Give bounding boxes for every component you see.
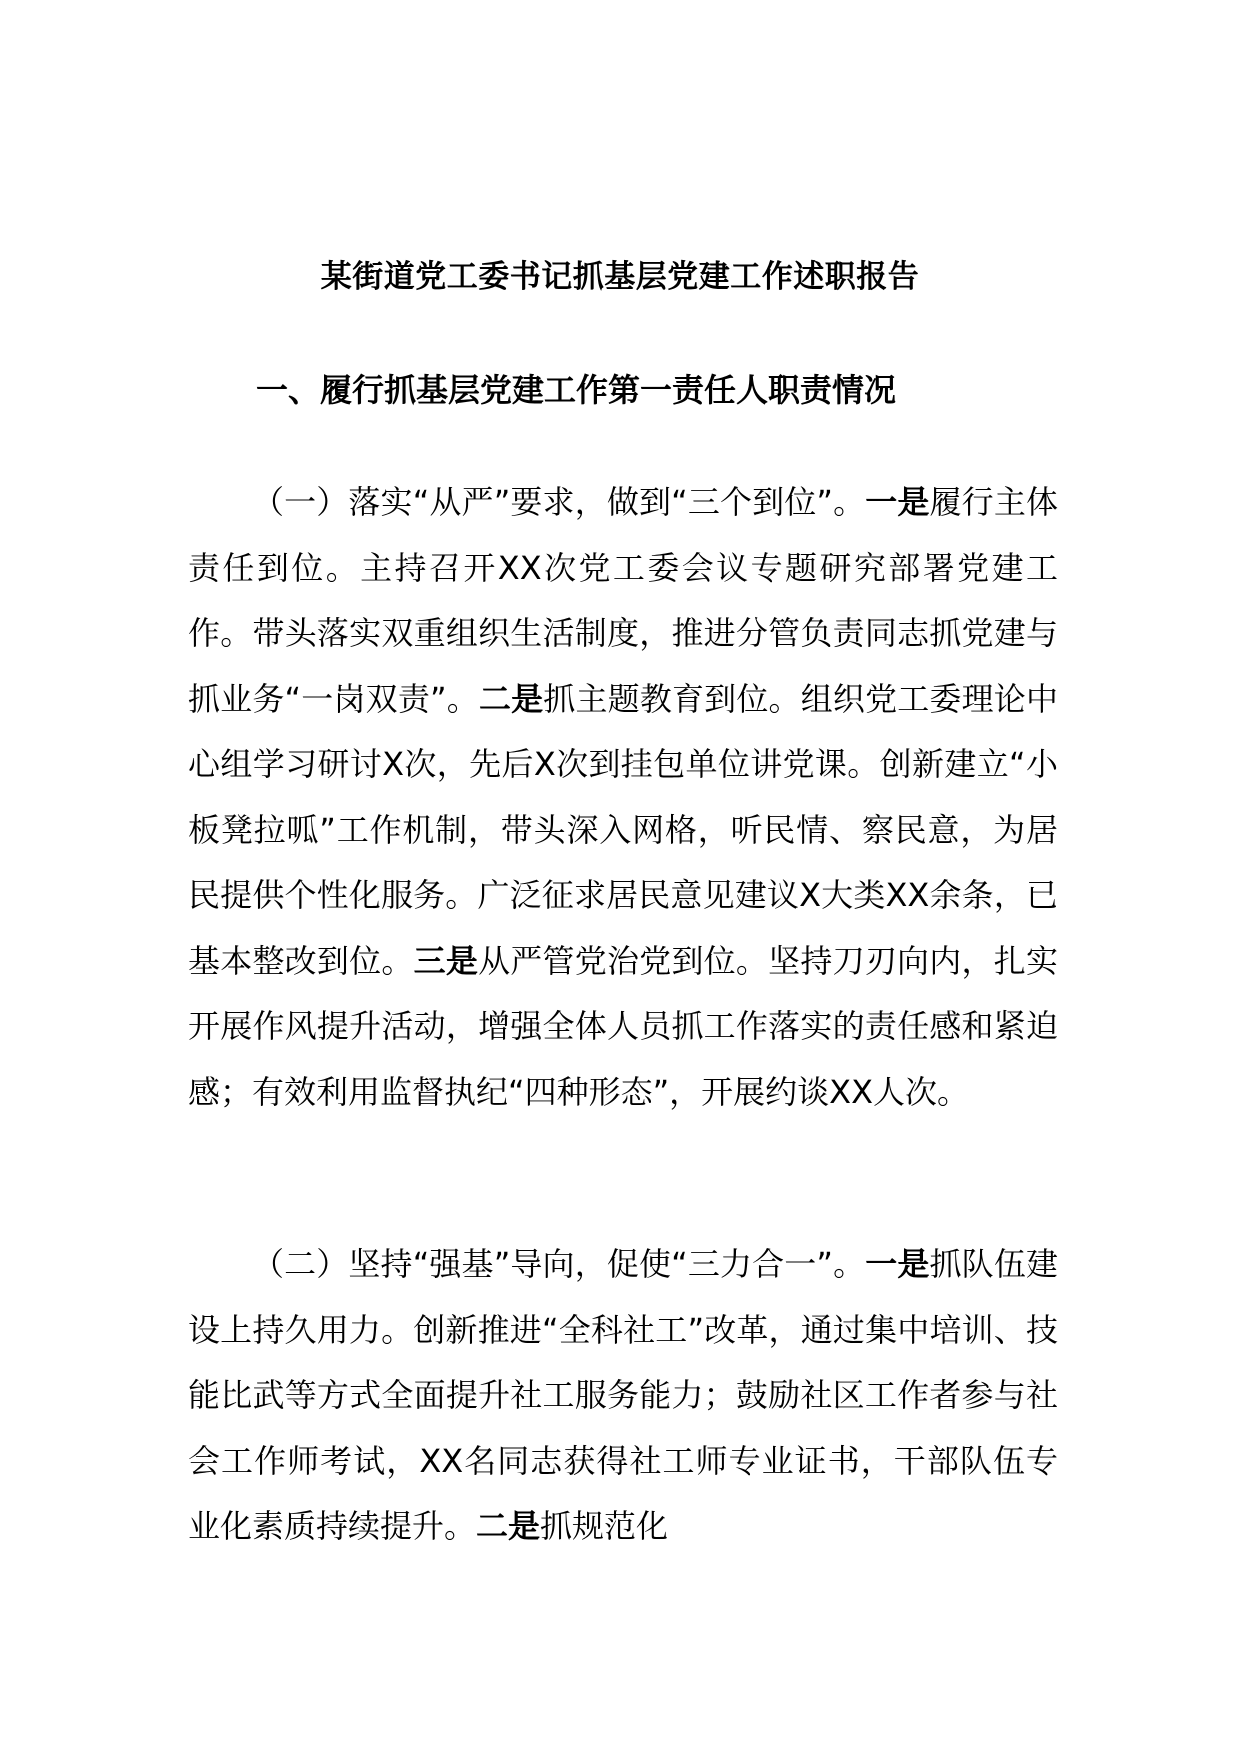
paragraph [188,470,1058,1125]
paragraph [188,1232,1058,1560]
paragraph-text: 抓队伍建设上持久用力。创新推进“全科社工”改革，通过集中培训、技能比武等方式全面提升社工服务能力；鼓励社区工作者参与社会工作师考试，XX名同志获得社工师专业证书，干部队伍专业化素质持续提升。 [188,1245,1058,1545]
bold-marker: 二是 [478,679,544,718]
paragraph-text: 从严管党治党到位。坚持刀刃向内，扎实开展作风提升活动，增强全体人员抓工作落实的责任感和紧迫感；有效利用监督执纪“四种形态”，开展约谈XX人次。 [188,941,1058,1111]
section-heading: 一、履行抓基层党建工作第一责任人职责情况 [256,371,897,409]
paragraph-text: 抓规范化 [540,1507,669,1545]
paragraph-lead: （二）坚持“强基”导向，促使“三力合一”。 [252,1245,866,1283]
paragraph-text: 履行主体责任到位。主持召开XX次党工委会议专题研究部署党建工作。带头落实双重组织生活制度，推进分管负责同志抓党建与抓业务“一岗双责”。 [188,483,1058,718]
document-title: 某街道党工委书记抓基层党建工作述职报告 [320,259,920,295]
paragraph-text: 抓主题教育到位。组织党工委理论中心组学习研讨X次，先后X次到挂包单位讲党课。创新建立“小板凳拉呱”工作机制，带头深入网格，听民情、察民意，为居民提供个性化服务。广泛征求居民意见建议X大类XX余条，已基本整改到位。 [188,679,1058,980]
bold-marker: 二是 [476,1507,541,1545]
bold-marker: 三是 [413,941,479,980]
paragraph-lead: （一）落实“从严”要求，做到“三个到位”。 [252,483,866,521]
bold-marker: 一是 [865,1245,930,1283]
bold-marker: 一是 [865,483,930,521]
